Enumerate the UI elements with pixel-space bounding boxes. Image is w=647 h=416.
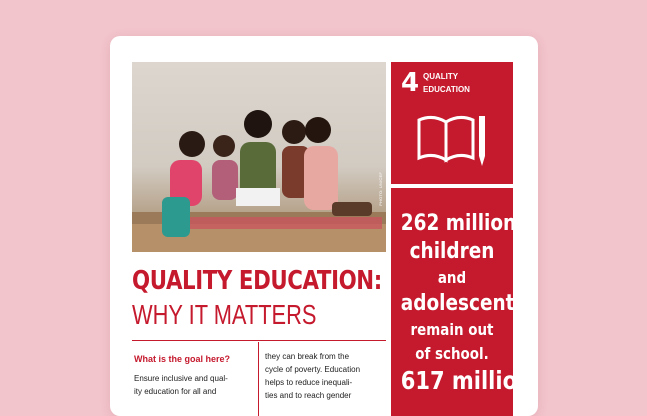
factsheet-card (110, 36, 538, 416)
goal-question-heading: What is the goal here? (134, 354, 231, 364)
photo-credit: PHOTO: UNICEF (378, 172, 383, 206)
column-divider (258, 342, 259, 416)
stat-line: adolescents (400, 291, 526, 316)
stat-line: and (437, 268, 467, 287)
stat-line: 617 million (400, 366, 532, 395)
stat-line: children (409, 239, 495, 264)
photo-illustration (132, 62, 386, 252)
statistic-tile (391, 188, 532, 416)
body-right-column: they can break from the cycle of poverty. Education helps to reduce inequali- ties and to reach gender (265, 352, 361, 400)
body-left-column: Ensure inclusive and qual- ity education for all and (134, 374, 228, 396)
sdg-number: 4 (401, 68, 420, 98)
stat-line: 262 million (400, 211, 517, 236)
sdg-label: QUALITY EDUCATION (423, 72, 470, 94)
page-subtitle: WHY IT MATTERS (132, 299, 317, 330)
children-reading-photo (132, 62, 386, 252)
divider (132, 340, 386, 341)
page-title: QUALITY EDUCATION: (132, 266, 382, 296)
sdg-goal-tile (391, 62, 513, 184)
book-pencil-icon (415, 110, 489, 170)
stat-line: of school. (415, 344, 489, 363)
stat-line: remain out (410, 320, 494, 339)
